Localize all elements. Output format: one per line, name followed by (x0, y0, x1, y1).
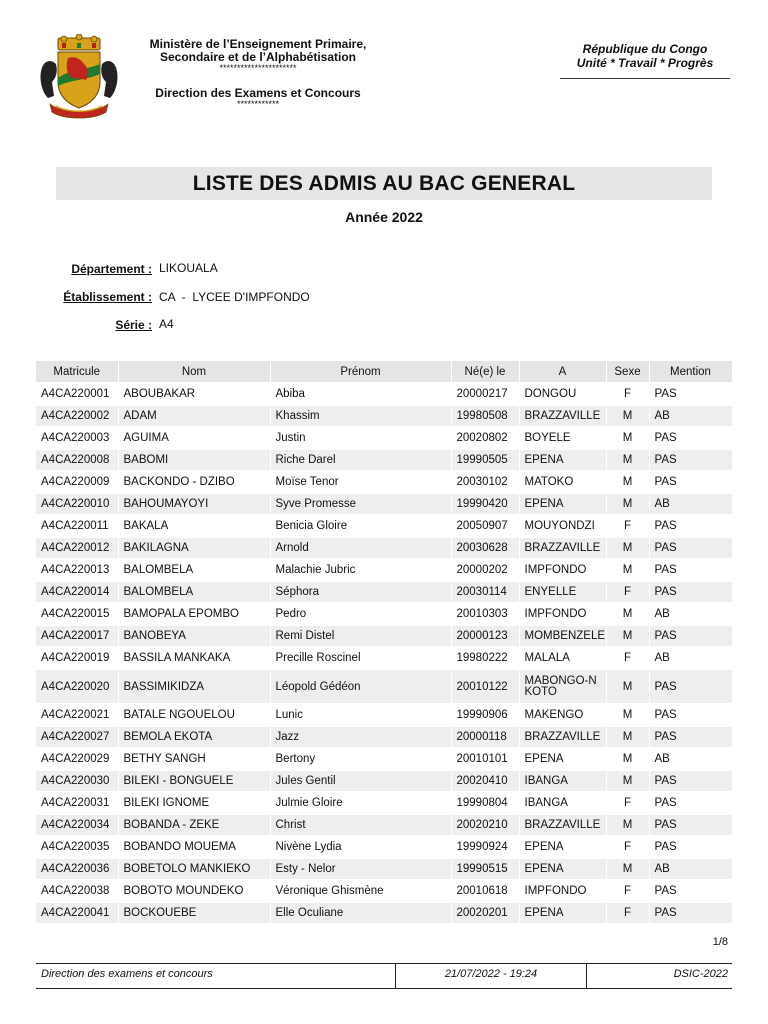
cell-prenom: Malachie Jubric (270, 559, 451, 581)
cell-nom: BOBANDO MOUEMA (118, 836, 270, 858)
cell-date-naissance: 20020802 (451, 427, 519, 449)
cell-date-naissance: 20000217 (451, 383, 519, 405)
cell-nom: BETHY SANGH (118, 748, 270, 770)
direction-name: Direction des Examens et Concours (155, 86, 361, 100)
cell-prenom: Moïse Tenor (270, 471, 451, 493)
cell-mention: PAS (649, 427, 732, 449)
cell-nom: BEMOLA EKOTA (118, 726, 270, 748)
cell-mention: PAS (649, 814, 732, 836)
cell-lieu: MALALA (519, 647, 606, 669)
cell-mention: AB (649, 603, 732, 625)
footer-center-text: 21/07/2022 - 19:24 (444, 968, 538, 980)
direction-header (132, 87, 384, 109)
cell-matricule: A4CA220035 (36, 836, 118, 858)
cell-mention: PAS (649, 726, 732, 748)
cell-nom: BATALE NGOUELOU (118, 704, 270, 726)
cell-sexe: M (606, 603, 649, 625)
cell-matricule: A4CA220012 (36, 537, 118, 559)
cell-matricule: A4CA220041 (36, 902, 118, 924)
cell-date-naissance: 20050907 (451, 515, 519, 537)
table-row (36, 449, 732, 471)
cell-lieu: EPENA (519, 748, 606, 770)
table-row (36, 471, 732, 493)
cell-prenom: Séphora (270, 581, 451, 603)
cell-mention: AB (649, 748, 732, 770)
table-body (36, 383, 732, 924)
table-row (36, 581, 732, 603)
table-row (36, 625, 732, 647)
table-row (36, 383, 732, 405)
republic-motto: Unité * Travail * Progrès (576, 56, 714, 70)
cell-matricule: A4CA220036 (36, 858, 118, 880)
cell-lieu: IMPFONDO (519, 559, 606, 581)
cell-mention: AB (649, 405, 732, 427)
serie-value: A4 (159, 317, 174, 331)
column-header-prenom: Prénom (270, 361, 451, 383)
cell-nom: BOBETOLO MANKIEKO (118, 858, 270, 880)
cell-mention: PAS (649, 625, 732, 647)
cell-nom: BANOBEYA (118, 625, 270, 647)
column-header-lieu: A (519, 361, 606, 383)
cell-date-naissance: 19990420 (451, 493, 519, 515)
cell-lieu: DONGOU (519, 383, 606, 405)
cell-matricule: A4CA220010 (36, 493, 118, 515)
cell-lieu: IMPFONDO (519, 880, 606, 902)
cell-matricule: A4CA220017 (36, 625, 118, 647)
cell-mention: PAS (649, 770, 732, 792)
cell-lieu: BRAZZAVILLE (519, 814, 606, 836)
table-row (36, 814, 732, 836)
cell-date-naissance: 20000118 (451, 726, 519, 748)
cell-matricule: A4CA220001 (36, 383, 118, 405)
cell-matricule: A4CA220002 (36, 405, 118, 427)
column-header-mention: Mention (649, 361, 732, 383)
footer-top-rule (36, 963, 732, 964)
cell-nom: BILEKI - BONGUELE (118, 770, 270, 792)
table-row (36, 704, 732, 726)
cell-nom: BAKILAGNA (118, 537, 270, 559)
cell-prenom: Syve Promesse (270, 493, 451, 515)
cell-prenom: Christ (270, 814, 451, 836)
table-row (36, 880, 732, 902)
cell-nom: BALOMBELA (118, 581, 270, 603)
cell-prenom: Julmie Gloire (270, 792, 451, 814)
ministry-stars: ********************** (219, 63, 297, 73)
column-header-matricule: Matricule (36, 361, 118, 383)
cell-matricule: A4CA220031 (36, 792, 118, 814)
table-row (36, 792, 732, 814)
cell-matricule: A4CA220015 (36, 603, 118, 625)
cell-mention: PAS (649, 383, 732, 405)
cell-prenom: Remi Distel (270, 625, 451, 647)
table-header-row (36, 361, 732, 383)
cell-mention: PAS (649, 704, 732, 726)
cell-matricule: A4CA220003 (36, 427, 118, 449)
cell-lieu: MOMBENZELE (519, 625, 606, 647)
cell-matricule: A4CA220019 (36, 647, 118, 669)
table-row (36, 603, 732, 625)
table-row (36, 748, 732, 770)
cell-date-naissance: 19990505 (451, 449, 519, 471)
table-row (36, 537, 732, 559)
cell-date-naissance: 20020201 (451, 902, 519, 924)
table-row (36, 427, 732, 449)
cell-matricule: A4CA220009 (36, 471, 118, 493)
cell-mention: PAS (649, 515, 732, 537)
table-row (36, 726, 732, 748)
cell-prenom: Khassim (270, 405, 451, 427)
cell-sexe: F (606, 836, 649, 858)
cell-lieu: BRAZZAVILLE (519, 405, 606, 427)
cell-mention: AB (649, 493, 732, 515)
cell-prenom: Precille Roscinel (270, 647, 451, 669)
cell-nom: BOBANDA - ZEKE (118, 814, 270, 836)
cell-date-naissance: 19980508 (451, 405, 519, 427)
cell-lieu: MATOKO (519, 471, 606, 493)
cell-nom: ABOUBAKAR (118, 383, 270, 405)
cell-matricule: A4CA220021 (36, 704, 118, 726)
cell-nom: BAKALA (118, 515, 270, 537)
cell-lieu: EPENA (519, 493, 606, 515)
cell-sexe: M (606, 770, 649, 792)
cell-prenom: Arnold (270, 537, 451, 559)
cell-prenom: Véronique Ghismène (270, 880, 451, 902)
etablissement-label: Établissement : (63, 290, 152, 304)
cell-sexe: M (606, 405, 649, 427)
cell-lieu: EPENA (519, 836, 606, 858)
cell-prenom: Esty - Nelor (270, 858, 451, 880)
cell-prenom: Abiba (270, 383, 451, 405)
cell-date-naissance: 20010618 (451, 880, 519, 902)
cell-date-naissance: 20030628 (451, 537, 519, 559)
ministry-header (132, 38, 384, 73)
cell-prenom: Jules Gentil (270, 770, 451, 792)
cell-date-naissance: 20000123 (451, 625, 519, 647)
cell-sexe: M (606, 493, 649, 515)
cell-lieu: EPENA (519, 449, 606, 471)
cell-matricule: A4CA220020 (36, 669, 118, 704)
cell-matricule: A4CA220038 (36, 880, 118, 902)
cell-mention: PAS (649, 792, 732, 814)
republic-name: République du Congo (582, 42, 708, 56)
cell-sexe: M (606, 748, 649, 770)
cell-prenom: Léopold Gédéon (270, 669, 451, 704)
departement-label: Département : (71, 262, 152, 276)
cell-mention: PAS (649, 559, 732, 581)
cell-date-naissance: 20020410 (451, 770, 519, 792)
cell-date-naissance: 19990804 (451, 792, 519, 814)
cell-date-naissance: 19990515 (451, 858, 519, 880)
cell-sexe: F (606, 792, 649, 814)
cell-sexe: M (606, 814, 649, 836)
cell-prenom: Lunic (270, 704, 451, 726)
table-row (36, 405, 732, 427)
cell-prenom: Benicia Gloire (270, 515, 451, 537)
cell-date-naissance: 20010122 (451, 669, 519, 704)
cell-lieu: IBANGA (519, 792, 606, 814)
cell-nom: AGUIMA (118, 427, 270, 449)
cell-lieu: BOYELE (519, 427, 606, 449)
cell-sexe: M (606, 559, 649, 581)
cell-date-naissance: 20020210 (451, 814, 519, 836)
cell-lieu: ENYELLE (519, 581, 606, 603)
table-row (36, 515, 732, 537)
cell-date-naissance: 19980222 (451, 647, 519, 669)
cell-lieu: EPENA (519, 902, 606, 924)
cell-matricule: A4CA220029 (36, 748, 118, 770)
table-row (36, 559, 732, 581)
document-title: LISTE DES ADMIS AU BAC GENERAL (192, 172, 576, 195)
cell-matricule: A4CA220008 (36, 449, 118, 471)
table-row (36, 836, 732, 858)
cell-mention: PAS (649, 449, 732, 471)
cell-nom: BOBOTO MOUNDEKO (118, 880, 270, 902)
ministry-line-1: Ministère de l’Enseignement Primaire, (149, 37, 367, 51)
cell-mention: PAS (649, 880, 732, 902)
table-row (36, 858, 732, 880)
serie-label: Série : (115, 318, 152, 332)
cell-sexe: M (606, 858, 649, 880)
cell-lieu: BRAZZAVILLE (519, 726, 606, 748)
cell-lieu: BRAZZAVILLE (519, 537, 606, 559)
cell-prenom: Justin (270, 427, 451, 449)
table-row (36, 770, 732, 792)
cell-mention: AB (649, 858, 732, 880)
cell-date-naissance: 19990924 (451, 836, 519, 858)
republic-header (560, 42, 730, 70)
table-row (36, 647, 732, 669)
cell-nom: BAMOPALA EPOMBO (118, 603, 270, 625)
cell-lieu: IMPFONDO (519, 603, 606, 625)
cell-nom: ADAM (118, 405, 270, 427)
cell-sexe: M (606, 625, 649, 647)
table-row (36, 493, 732, 515)
cell-sexe: M (606, 726, 649, 748)
cell-prenom: Pedro (270, 603, 451, 625)
cell-date-naissance: 20030114 (451, 581, 519, 603)
departement-value: LIKOUALA (159, 261, 218, 275)
cell-mention: PAS (649, 581, 732, 603)
cell-prenom: Bertony (270, 748, 451, 770)
republic-underline (560, 78, 730, 79)
cell-sexe: M (606, 427, 649, 449)
cell-lieu: MAKENGO (519, 704, 606, 726)
cell-matricule: A4CA220011 (36, 515, 118, 537)
cell-mention: PAS (649, 902, 732, 924)
ministry-line-2: Secondaire et de l’Alphabétisation (159, 50, 357, 64)
cell-matricule: A4CA220027 (36, 726, 118, 748)
cell-prenom: Jazz (270, 726, 451, 748)
direction-stars: ************ (236, 99, 280, 109)
cell-nom: BOCKOUEBE (118, 902, 270, 924)
cell-sexe: F (606, 383, 649, 405)
cell-date-naissance: 20010303 (451, 603, 519, 625)
cell-lieu: MABONGO-NKOTO (519, 669, 606, 704)
cell-sexe: F (606, 647, 649, 669)
cell-date-naissance: 20010101 (451, 748, 519, 770)
cell-mention: PAS (649, 669, 732, 704)
footer-right-text: DSIC-2022 (673, 968, 728, 980)
cell-prenom: Nivène Lydia (270, 836, 451, 858)
coat-of-arms-emblem (36, 34, 122, 120)
cell-matricule: A4CA220030 (36, 770, 118, 792)
cell-date-naissance: 19990906 (451, 704, 519, 726)
admitted-students-table (36, 361, 733, 925)
cell-sexe: F (606, 581, 649, 603)
cell-nom: BASSILA MANKAKA (118, 647, 270, 669)
cell-prenom: Riche Darel (270, 449, 451, 471)
cell-nom: BACKONDO - DZIBO (118, 471, 270, 493)
column-header-sexe: Sexe (606, 361, 649, 383)
table-row (36, 669, 732, 704)
footer-bottom-rule (36, 988, 732, 989)
cell-mention: PAS (649, 471, 732, 493)
cell-matricule: A4CA220013 (36, 559, 118, 581)
column-header-nom: Nom (118, 361, 270, 383)
cell-nom: BABOMI (118, 449, 270, 471)
cell-sexe: M (606, 449, 649, 471)
cell-sexe: F (606, 880, 649, 902)
cell-date-naissance: 20000202 (451, 559, 519, 581)
cell-lieu: IBANGA (519, 770, 606, 792)
cell-lieu: EPENA (519, 858, 606, 880)
cell-sexe: F (606, 515, 649, 537)
cell-sexe: M (606, 704, 649, 726)
cell-nom: BAHOUMAYOYI (118, 493, 270, 515)
cell-mention: PAS (649, 836, 732, 858)
cell-nom: BILEKI IGNOME (118, 792, 270, 814)
cell-mention: PAS (649, 537, 732, 559)
table-row (36, 902, 732, 924)
cell-matricule: A4CA220034 (36, 814, 118, 836)
cell-sexe: F (606, 902, 649, 924)
cell-nom: BALOMBELA (118, 559, 270, 581)
document-year: Année 2022 (345, 209, 423, 225)
cell-prenom: Elle Oculiane (270, 902, 451, 924)
cell-nom: BASSIMIKIDZA (118, 669, 270, 704)
column-header-date-naissance: Né(e) le (451, 361, 519, 383)
cell-lieu: MOUYONDZI (519, 515, 606, 537)
cell-mention: AB (649, 647, 732, 669)
cell-sexe: M (606, 471, 649, 493)
footer-left-text: Direction des examens et concours (41, 968, 213, 980)
cell-sexe: M (606, 537, 649, 559)
etablissement-value: CA - LYCEE D'IMPFONDO (159, 290, 310, 304)
cell-matricule: A4CA220014 (36, 581, 118, 603)
page-number: 1/8 (712, 936, 728, 948)
cell-date-naissance: 20030102 (451, 471, 519, 493)
cell-sexe: M (606, 669, 649, 704)
